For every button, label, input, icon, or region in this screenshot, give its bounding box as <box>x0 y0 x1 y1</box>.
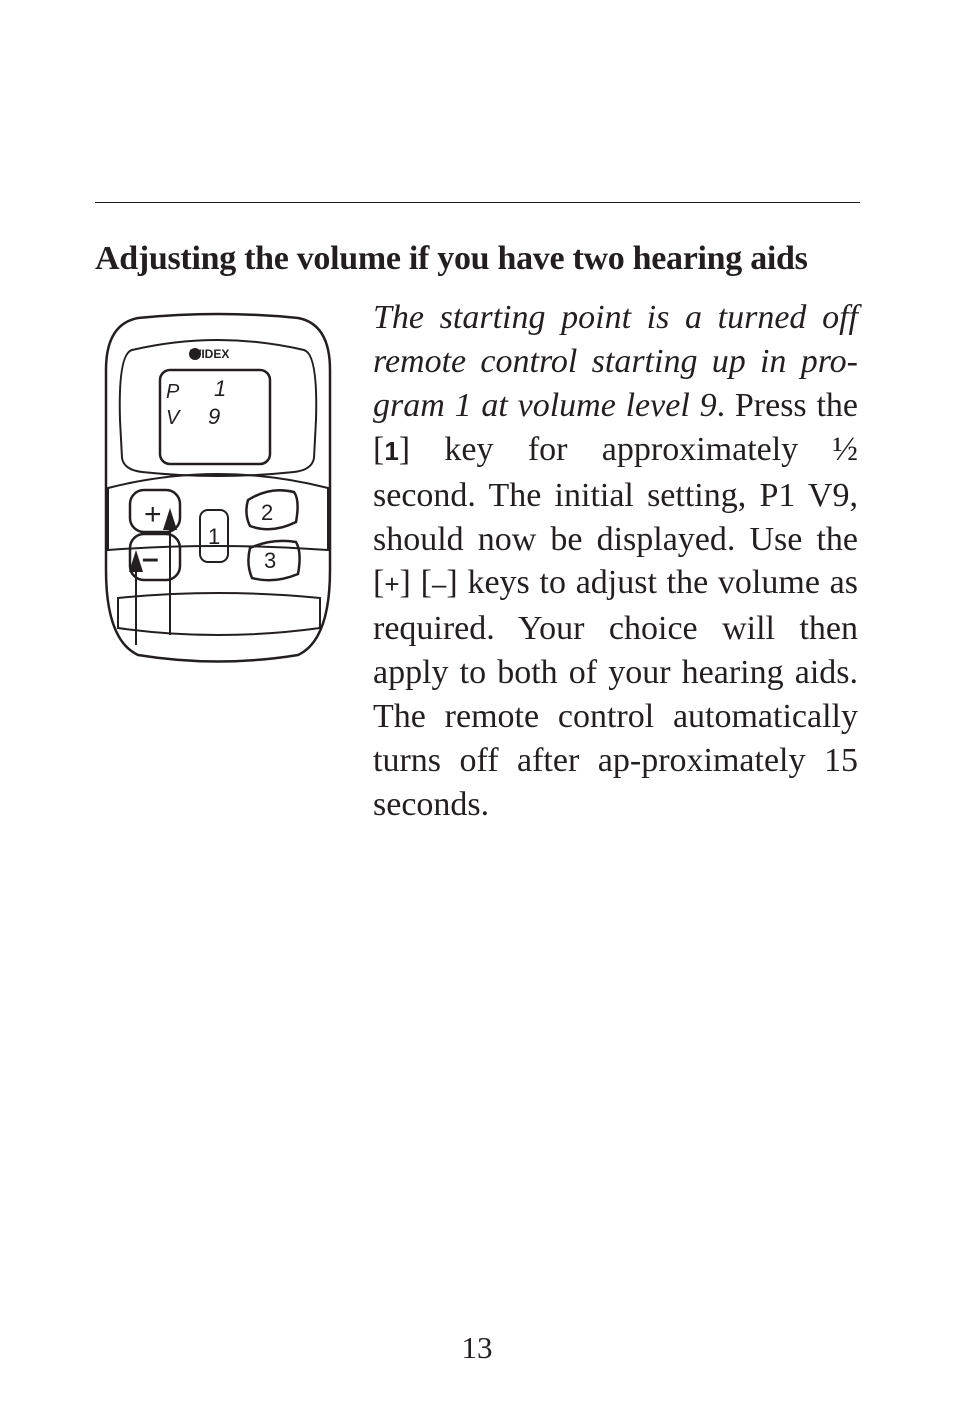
instruction-rest-text: ] keys to adjust the volume as required. Your choice will then apply to both of your hearing aids. The remote control automatically turns off after ap-proximately 15 seconds. <box>373 564 858 823</box>
between-keys-text: ] [ <box>399 564 432 602</box>
key-plus-reference: + <box>384 569 400 600</box>
key-one-label: 1 <box>208 524 221 549</box>
display-program-value: 1 <box>214 376 227 401</box>
arrow-up-icon <box>163 508 177 635</box>
remote-control-illustration <box>98 310 338 665</box>
after-key-one-text: ] key for approximately ½ second. The initial setting, P1 V9, should now be displayed. Use the [ <box>373 430 858 602</box>
key-one-reference: 1 <box>384 435 399 466</box>
key-minus-reference: – <box>431 569 447 600</box>
plus-key-label: + <box>144 498 162 531</box>
starting-point-text: The starting point is a turned off remote control starting up in pro-gram 1 at volume level 9 <box>373 299 858 424</box>
widex-logo <box>189 347 229 361</box>
brand-text: WIDEX <box>190 347 230 361</box>
key-one <box>200 510 228 562</box>
instruction-paragraph <box>373 296 858 827</box>
intro-period: . <box>716 386 726 424</box>
remote-control-drawing <box>98 310 338 665</box>
display-volume-value: 9 <box>208 404 221 429</box>
page-number: 13 <box>461 1330 493 1365</box>
key-two <box>246 490 297 529</box>
top-rule <box>95 202 860 203</box>
press-text: Press the [ <box>373 386 858 468</box>
minus-key-label: – <box>142 542 159 575</box>
section-heading: Adjusting the volume if you have two hearing aids <box>95 240 808 277</box>
display-volume-label: V <box>166 407 180 429</box>
key-two-label: 2 <box>261 500 274 525</box>
key-three-label: 3 <box>264 548 277 573</box>
display-program-label: P <box>166 381 180 403</box>
